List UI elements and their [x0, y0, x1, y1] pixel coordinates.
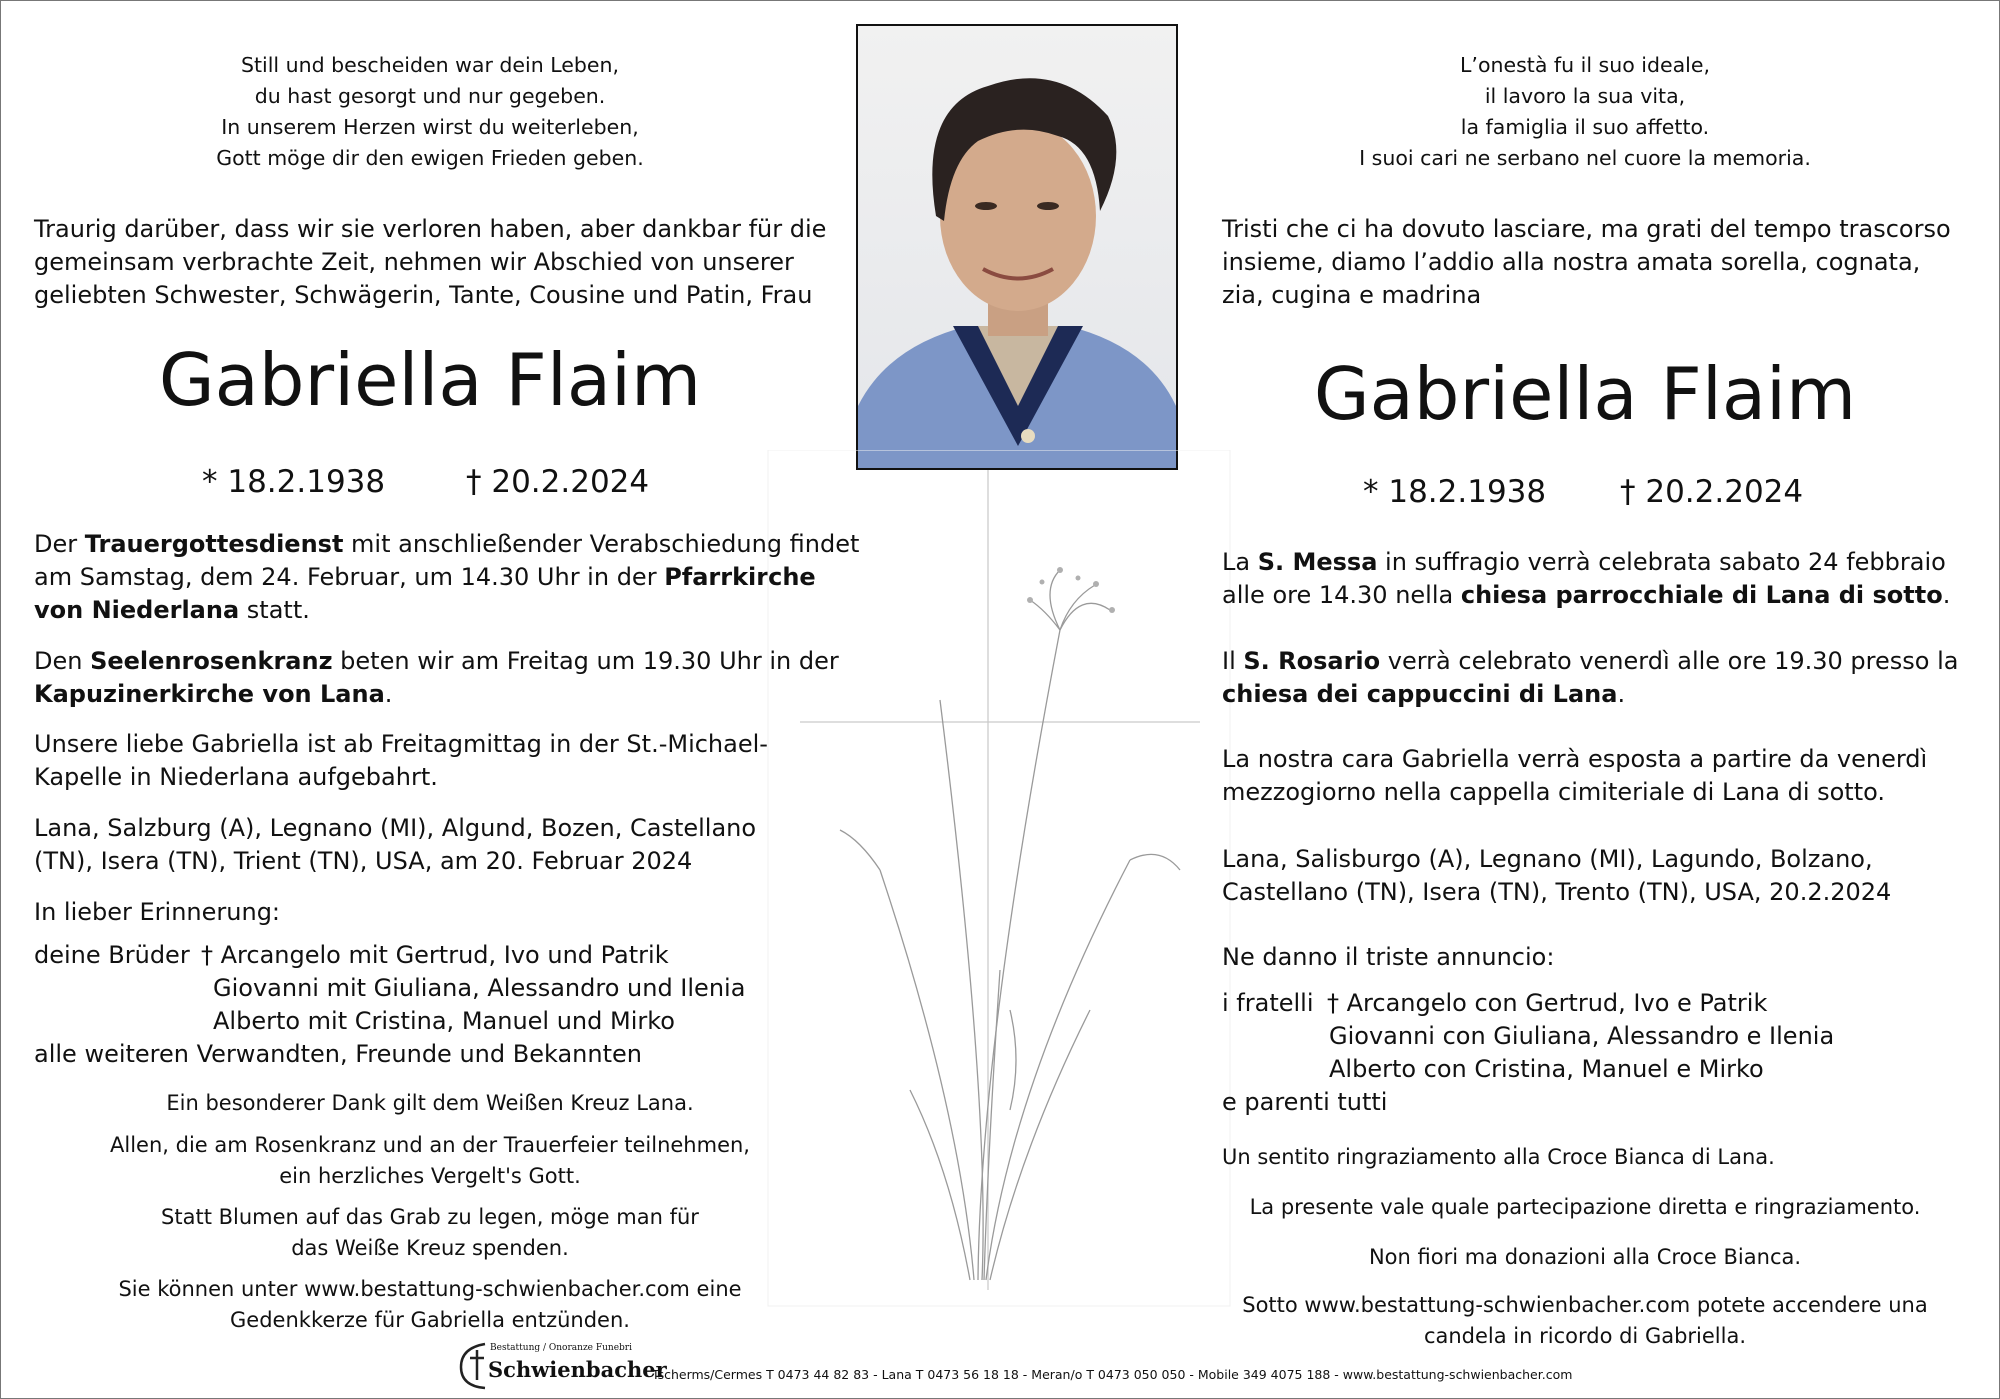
left-death-date: † 20.2.2024 [466, 464, 650, 500]
right-family-list: † Arcangelo con Gertrud, Ivo e Patrik Giovanni con Giuliana, Alessandro e Ilenia Alberto con Cristina, Manuel e Mirko [1327, 989, 1835, 1083]
left-thanks-attendees: Allen, die am Rosenkranz und an der Trauerfeier teilnehmen, ein herzliches Vergelt's Gott. [110, 1133, 750, 1188]
portrait-photo [856, 24, 1178, 470]
left-family-list: † Arcangelo mit Gertrud, Ivo und Patrik Giovanni mit Giuliana, Alessandro und Ilenia Alberto mit Cristina, Manuel und Mirko [201, 941, 746, 1035]
left-rosary-notice: Den Seelenrosenkranz beten wir am Freitag um 19.30 Uhr in der Kapuzinerkirche von Lana. [34, 647, 839, 708]
right-deceased-name: Gabriella Flaim [1313, 352, 1857, 436]
right-announce-heading: Ne danno il triste annuncio: [1222, 943, 1555, 971]
left-thanks-ambulance: Ein besonderer Dank gilt dem Weißen Kreuz Lana. [166, 1091, 694, 1115]
right-participation-note: La presente vale quale partecipazione diretta e ringraziamento. [1249, 1195, 1921, 1219]
right-places: Lana, Salisburgo (A), Legnano (MI), Lagundo, Bolzano, Castellano (TN), Isera (TN), Trento (TN), USA, 20.2.2024 [1222, 845, 1892, 906]
left-remembrance-heading: In lieber Erinnerung: [34, 898, 281, 926]
left-intro: Traurig darüber, dass wir sie verloren haben, aber dankbar für die gemeinsam verbrachte Zeit, nehmen wir Abschied von unserer geliebten Schwester, Schwägerin, Tante, Cousine und Patin, Frau [34, 215, 827, 309]
right-death-date: † 20.2.2024 [1620, 474, 1804, 510]
left-donation-note: Statt Blumen auf das Grab zu legen, möge man für das Weiße Kreuz spenden. [161, 1205, 699, 1260]
right-laid-out-notice: La nostra cara Gabriella verrà esposta a partire da venerdì mezzogiorno nella cappella cimiteriale di Lana di sotto. [1222, 745, 1928, 806]
right-birth-date: * 18.2.1938 [1363, 474, 1547, 510]
right-relatives: e parenti tutti [1222, 1088, 1388, 1116]
right-mass-notice: La S. Messa in suffragio verrà celebrata sabato 24 febbraio alle ore 14.30 nella chiesa parrocchiale di Lana di sotto. [1222, 548, 1951, 609]
right-rosary-notice: Il S. Rosario verrà celebrato venerdì alle ore 19.30 presso la chiesa dei cappuccini di Lana. [1222, 647, 1959, 708]
right-family-label: i fratelli [1222, 989, 1314, 1017]
left-places: Lana, Salzburg (A), Legnano (MI), Algund, Bozen, Castellano (TN), Isera (TN), Trient (TN), USA, am 20. Februar 2024 [34, 814, 757, 875]
right-candle-note: Sotto www.bestattung-schwienbacher.com potete accendere una candela in ricordo di Gabriella. [1242, 1293, 1928, 1348]
left-laid-out-notice: Unsere liebe Gabriella ist ab Freitagmittag in der St.-Michael- Kapelle in Niederlana aufgebahrt. [34, 730, 768, 791]
left-candle-note: Sie können unter www.bestattung-schwienbacher.com eine Gedenkkerze für Gabriella entzünden. [118, 1277, 742, 1332]
left-relatives: alle weiteren Verwandten, Freunde und Bekannten [34, 1040, 642, 1068]
left-funeral-notice: Der Trauergottesdienst mit anschließender Verabschiedung findet am Samstag, dem 24. Februar, um 14.30 Uhr in der Pfarrkirche von Niederlana statt. [34, 530, 860, 624]
portrait-illustration [858, 26, 1176, 468]
left-birth-date: * 18.2.1938 [202, 464, 386, 500]
left-deceased-name: Gabriella Flaim [158, 338, 702, 422]
logo-name: Schwienbacher [488, 1357, 667, 1382]
right-donation-note: Non fiori ma donazioni alla Croce Bianca. [1368, 1245, 1802, 1269]
left-family-label: deine Brüder [34, 941, 190, 969]
right-thanks-ambulance: Un sentito ringraziamento alla Croce Bianca di Lana. [1222, 1145, 1775, 1169]
right-intro: Tristi che ci ha dovuto lasciare, ma grati del tempo trascorso insieme, diamo l’addio alla nostra amata sorella, cognata, zia, cugina e madrina [1222, 215, 1951, 309]
left-poem: Still und bescheiden war dein Leben, du hast gesorgt und nur gegeben. In unserem Herzen wirst du weiterleben, Gott möge dir den ewigen Frieden geben. [216, 53, 644, 170]
logo-subtitle: Bestattung / Onoranze Funebri [490, 1343, 632, 1353]
footer-contact-line: Tscherms/Cermes T 0473 44 82 83 - Lana T 0473 56 18 18 - Meran/o T 0473 050 050 - Mobile 349 4075 188 - www.bestattung-schwienbacher.com [652, 1367, 1573, 1382]
cross-with-grass-illustration [760, 450, 1240, 1310]
right-poem: L’onestà fu il suo ideale, il lavoro la sua vita, la famiglia il suo affetto. I suoi cari ne serbano nel cuore la memoria. [1359, 53, 1811, 170]
